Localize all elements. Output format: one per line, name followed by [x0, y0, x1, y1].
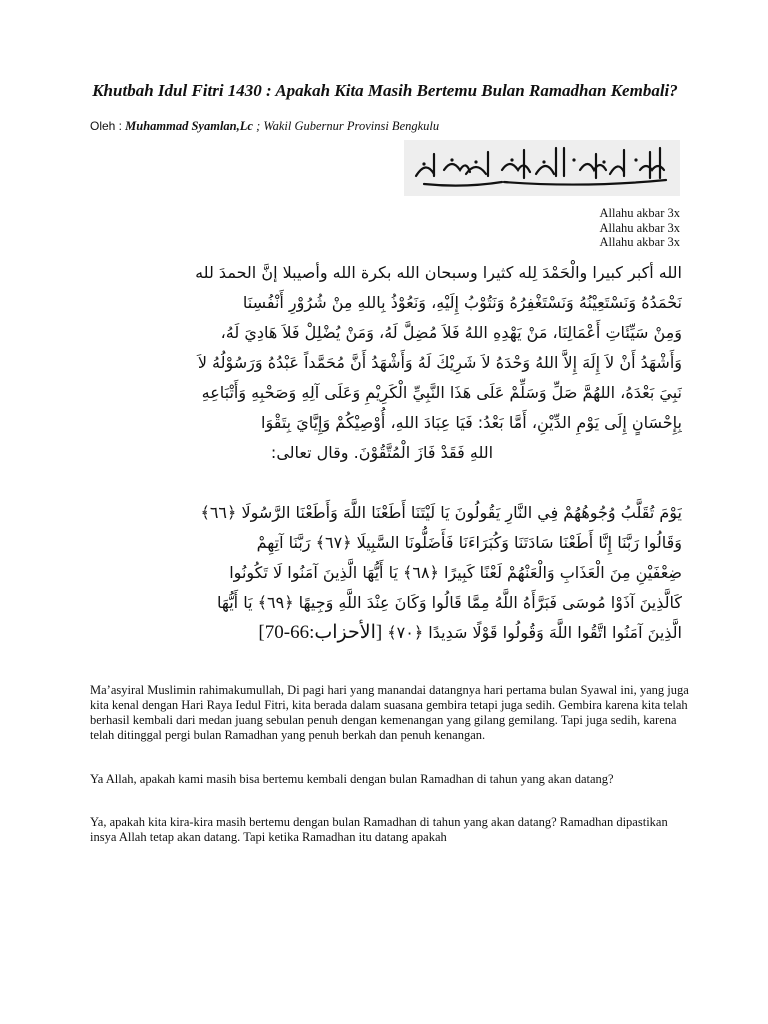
arabic-line: اللهِ فَقَدْ فَازَ الْمُتَّقُوْنَ. وقال تعالى:: [270, 443, 494, 462]
takbir-lines: [540, 206, 680, 250]
arabic-line: بِإِحْسَانٍ إِلَى يَوْمِ الدِّيْنِ، أَمَّا بَعْدُ: فَيَا عِبَادَ اللهِ، أُوْصِيْكُمْ وَإِيَّايَ بِتَقْوَا: [261, 413, 682, 432]
arabic-line: وَأَشْهَدُ أَنْ لاَ إِلَهَ إِلاَّ اللهُ وَحْدَهُ لاَ شَرِيْكَ لَهُ وَأَشْهَدُ أَنَّ مُحَمَّداً عَبْدُهُ وَرَسُوْلُهُ لاَ: [197, 353, 682, 372]
verse-reference: [الأحزاب:66-70]: [258, 622, 383, 643]
arabic-line: نَبِيَ بَعْدَهُ، اللهُمَّ صَلِّ وَسَلِّمْ عَلَى هَذَا النَّبِيِّ الْكَرِيْمِ وَعَلَى آلِهِ وَصَحْبِهِ وَأَتْبَاعِهِ: [201, 383, 682, 402]
verse-line-last: [82, 618, 682, 648]
takbir-line: Allahu akbar 3x: [599, 235, 680, 249]
paragraph: Ma’asyiral Muslimin rahimakumullah, Di pagi hari yang manandai datangnya hari pertama bulan Syawal ini, yang juga kita kenal dengan Hari Raya Iedul Fitri, kita berada dalam suasana gembira tetapi juga sedih. Gembira karena kita telah berhasil kembali dari medan juang sebulan penuh dengan kemenangan yang gilang gemilang. Tapi juga sedih, karena telah ditinggal pergi bulan Ramadhan yang penuh berkah dan penuh kenangan.: [90, 683, 689, 742]
arabic-opening: [82, 258, 682, 468]
verse-line: وَقَالُوا رَبَّنَا إِنَّا أَطَعْنَا سَادَتَنَا وَكُبَرَاءَنَا فَأَضَلُّونَا السَّبِيلَا ﴿٦٧﴾ رَبَّنَا آتِهِمْ: [256, 533, 682, 552]
arabic-quran-verses: [82, 498, 682, 648]
verse-line: ضِعْفَيْنِ مِنَ الْعَذَابِ وَالْعَنْهُمْ لَعْنًا كَبِيرًا ﴿٦٨﴾ يَا أَيُّهَا الَّذِينَ آمَنُوا لَا تَكُونُوا: [229, 563, 682, 582]
author-label: Oleh :: [90, 119, 123, 133]
takbir-line: Allahu akbar 3x: [599, 206, 680, 220]
salam-calligraphy-image: [404, 140, 680, 196]
author-role: ; Wakil Gubernur Provinsi Bengkulu: [256, 119, 440, 133]
arabic-line: وَمِنْ سَيِّئَاتِ أَعْمَالِنَا، مَنْ يَهْدِهِ اللهُ فَلاَ مُضِلَّ لَهُ، وَمَنْ يُضْلِلْ فَلاَ هَادِيَ لَهُ،: [220, 323, 682, 342]
author-name: Muhammad Syamlan,Lc: [125, 119, 253, 133]
verse-line: يَوْمَ تُقَلَّبُ وُجُوهُهُمْ فِي النَّارِ يَقُولُونَ يَا لَيْتَنَا أَطَعْنَا اللَّهَ وَأَطَعْنَا الرَّسُولَا ﴿٦٦﴾: [200, 503, 682, 522]
author-line: [90, 119, 690, 134]
verse-line: الَّذِينَ آمَنُوا اتَّقُوا اللَّهَ وَقُولُوا قَوْلًا سَدِيدًا ﴿٧٠﴾: [387, 623, 682, 642]
arabic-line: نَحْمَدُهُ وَنَسْتَعِيْنُهُ وَنَسْتَغْفِرُهُ وَنَتُوْبُ إِلَيْهِ، وَنَعُوْذُ بِاللهِ مِنْ شُرُوْرِ أَنْفُسِنَا: [242, 293, 682, 312]
paragraph: Ya, apakah kita kira-kira masih bertemu dengan bulan Ramadhan di tahun yang akan datang? Ramadhan dipastikan insya Allah tetap akan datang. Tapi ketika Ramadhan itu datang apakah: [90, 815, 668, 844]
verse-line: كَالَّذِينَ آذَوْا مُوسَى فَبَرَّأَهُ اللَّهُ مِمَّا قَالُوا وَكَانَ عِنْدَ اللَّهِ وَجِيهًا ﴿٦٩﴾ يَا أَيُّهَا: [216, 593, 682, 612]
arabic-line: الله أكبر كبيرا والْحَمْدَ لِله كثيرا وسبحان الله بكرة الله وأصيبلا إنَّ الحمدَ لله: [195, 263, 682, 282]
paragraph: Ya Allah, apakah kami masih bisa bertemu kembali dengan bulan Ramadhan di tahun yang akan datang?: [90, 772, 614, 786]
document-title: Khutbah Idul Fitri 1430 : Apakah Kita Masih Bertemu Bulan Ramadhan Kembali?: [92, 81, 678, 100]
takbir-line: Allahu akbar 3x: [599, 220, 680, 235]
